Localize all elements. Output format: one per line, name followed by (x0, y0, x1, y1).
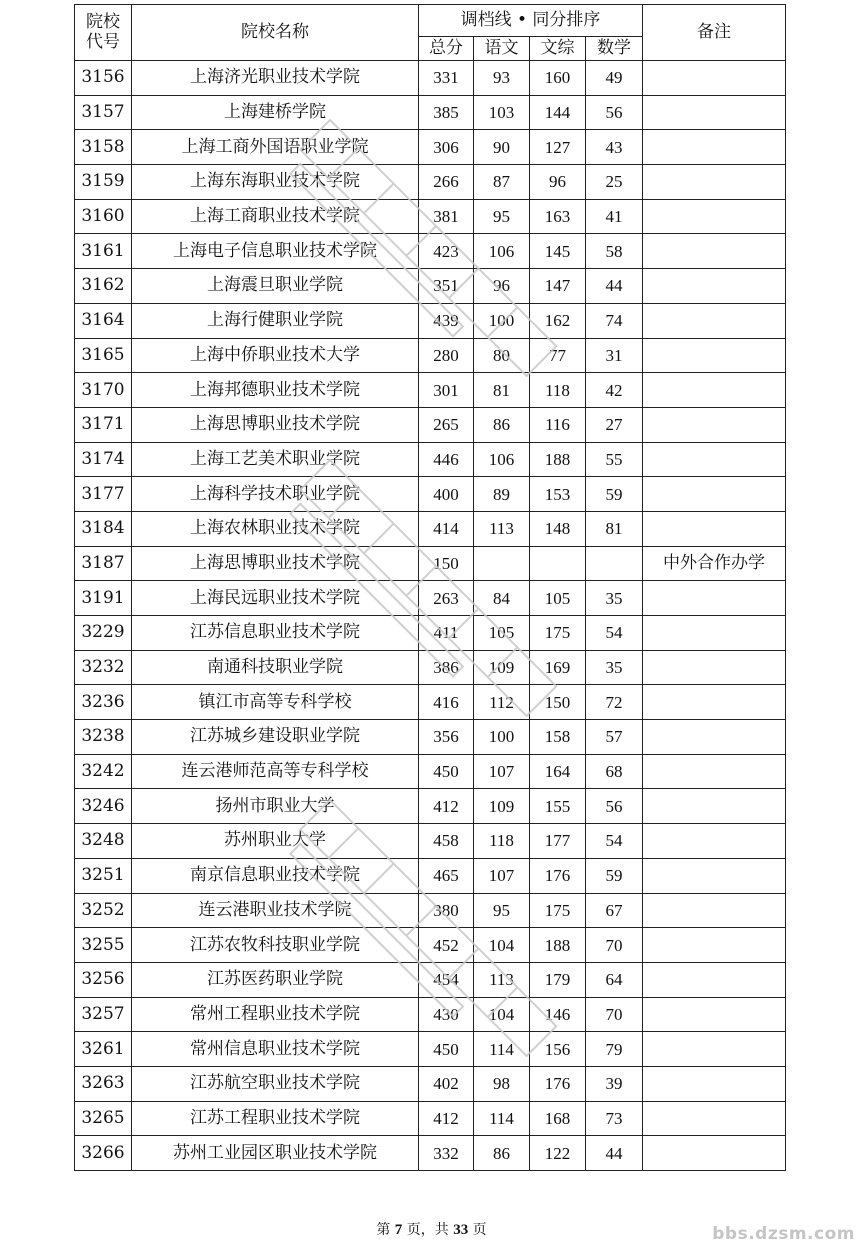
cell-school-name: 江苏农牧科技职业学院 (132, 928, 419, 963)
cell-school-name: 南京信息职业技术学院 (132, 858, 419, 893)
table-row (75, 650, 786, 685)
cell-total: 150 (419, 546, 474, 581)
cell-note (643, 789, 786, 824)
cell-code: 3162 (75, 269, 132, 304)
cell-math (586, 546, 643, 581)
cell-chinese: 109 (474, 650, 530, 685)
cell-wenzong (530, 546, 586, 581)
cell-school-name: 上海济光职业技术学院 (132, 61, 419, 96)
cell-math: 59 (586, 858, 643, 893)
table-row (75, 477, 786, 512)
table-row (75, 685, 786, 720)
header-chinese: 语文 (474, 37, 530, 61)
table-row (75, 61, 786, 96)
cell-math: 35 (586, 650, 643, 685)
cell-math: 58 (586, 234, 643, 269)
cell-math: 25 (586, 165, 643, 200)
cell-note (643, 442, 786, 477)
cell-note: 中外合作办学 (643, 546, 786, 581)
cell-code: 3232 (75, 650, 132, 685)
table-row (75, 581, 786, 616)
table-row (75, 858, 786, 893)
cell-math: 27 (586, 407, 643, 442)
cell-math: 73 (586, 1101, 643, 1136)
cell-math: 64 (586, 962, 643, 997)
table-row (75, 754, 786, 789)
cell-total: 381 (419, 199, 474, 234)
header-code (75, 5, 132, 61)
cell-wenzong: 156 (530, 1032, 586, 1067)
cell-school-name: 江苏医药职业学院 (132, 962, 419, 997)
cell-note (643, 511, 786, 546)
cell-wenzong: 116 (530, 407, 586, 442)
cell-code: 3191 (75, 581, 132, 616)
cell-chinese: 100 (474, 303, 530, 338)
cell-wenzong: 150 (530, 685, 586, 720)
cell-total: 414 (419, 511, 474, 546)
cell-school-name: 上海中侨职业技术大学 (132, 338, 419, 373)
cell-wenzong: 127 (530, 130, 586, 165)
cell-code: 3171 (75, 407, 132, 442)
cell-total: 301 (419, 373, 474, 408)
cell-total: 458 (419, 824, 474, 859)
cell-chinese: 81 (474, 373, 530, 408)
cell-note (643, 616, 786, 651)
cell-chinese: 86 (474, 407, 530, 442)
cell-school-name: 上海思博职业技术学院 (132, 407, 419, 442)
cell-code: 3157 (75, 95, 132, 130)
cell-code: 3255 (75, 928, 132, 963)
cell-school-name: 苏州职业大学 (132, 824, 419, 859)
cell-school-name: 上海工艺美术职业学院 (132, 442, 419, 477)
footer-middle: 页，共 (402, 1222, 454, 1238)
cell-chinese: 95 (474, 893, 530, 928)
cell-code: 3256 (75, 962, 132, 997)
cell-wenzong: 144 (530, 95, 586, 130)
cell-math: 42 (586, 373, 643, 408)
cell-chinese: 89 (474, 477, 530, 512)
cell-wenzong: 169 (530, 650, 586, 685)
cell-chinese: 93 (474, 61, 530, 96)
cell-total: 411 (419, 616, 474, 651)
cell-total: 280 (419, 338, 474, 373)
table-row (75, 789, 786, 824)
cell-chinese: 103 (474, 95, 530, 130)
cell-total: 386 (419, 650, 474, 685)
cell-note (643, 165, 786, 200)
cell-note (643, 754, 786, 789)
cell-school-name: 扬州市职业大学 (132, 789, 419, 824)
cell-note (643, 962, 786, 997)
cell-note (643, 858, 786, 893)
cell-code: 3161 (75, 234, 132, 269)
cell-school-name: 上海工商外国语职业学院 (132, 130, 419, 165)
cell-school-name: 江苏航空职业技术学院 (132, 1066, 419, 1101)
cell-wenzong: 168 (530, 1101, 586, 1136)
cell-math: 57 (586, 720, 643, 755)
cell-total: 412 (419, 1101, 474, 1136)
cell-code: 3165 (75, 338, 132, 373)
table-row (75, 962, 786, 997)
table-row (75, 373, 786, 408)
cell-school-name: 连云港职业技术学院 (132, 893, 419, 928)
cell-chinese: 100 (474, 720, 530, 755)
header-score-group: 调档线 • 同分排序 (419, 5, 643, 37)
cell-math: 67 (586, 893, 643, 928)
cell-chinese: 107 (474, 754, 530, 789)
table-header (75, 5, 786, 61)
cell-wenzong: 179 (530, 962, 586, 997)
table-row (75, 893, 786, 928)
cell-code: 3251 (75, 858, 132, 893)
cell-total: 465 (419, 858, 474, 893)
cell-school-name: 常州工程职业技术学院 (132, 997, 419, 1032)
cell-chinese: 104 (474, 928, 530, 963)
cell-math: 44 (586, 269, 643, 304)
header-note: 备注 (643, 5, 786, 61)
cell-code: 3266 (75, 1136, 132, 1171)
cell-math: 70 (586, 997, 643, 1032)
cell-chinese: 113 (474, 962, 530, 997)
cell-chinese: 104 (474, 997, 530, 1032)
cell-school-name: 上海科学技术职业学院 (132, 477, 419, 512)
cell-math: 54 (586, 824, 643, 859)
cell-wenzong: 177 (530, 824, 586, 859)
cell-school-name: 镇江市高等专科学校 (132, 685, 419, 720)
cell-chinese: 107 (474, 858, 530, 893)
cell-chinese: 96 (474, 269, 530, 304)
table-row (75, 407, 786, 442)
cell-note (643, 61, 786, 96)
table-row (75, 165, 786, 200)
cell-wenzong: 164 (530, 754, 586, 789)
cell-code: 3174 (75, 442, 132, 477)
cell-school-name: 常州信息职业技术学院 (132, 1032, 419, 1067)
cell-chinese: 90 (474, 130, 530, 165)
cell-code: 3158 (75, 130, 132, 165)
cell-school-name: 上海电子信息职业技术学院 (132, 234, 419, 269)
table-row (75, 199, 786, 234)
cell-code: 3265 (75, 1101, 132, 1136)
table-row (75, 442, 786, 477)
footer-page-number: 7 (394, 1222, 403, 1238)
table-row (75, 303, 786, 338)
cell-code: 3177 (75, 477, 132, 512)
cell-code: 3156 (75, 61, 132, 96)
cell-note (643, 824, 786, 859)
cell-chinese (474, 546, 530, 581)
cell-note (643, 581, 786, 616)
cell-wenzong: 147 (530, 269, 586, 304)
cell-wenzong: 176 (530, 858, 586, 893)
cell-code: 3238 (75, 720, 132, 755)
header-school-name: 院校名称 (132, 5, 419, 61)
cell-total: 454 (419, 962, 474, 997)
header-total: 总分 (419, 37, 474, 61)
admission-score-table (74, 4, 786, 1171)
cell-math: 70 (586, 928, 643, 963)
cell-note (643, 269, 786, 304)
cell-total: 450 (419, 754, 474, 789)
cell-wenzong: 155 (530, 789, 586, 824)
cell-total: 306 (419, 130, 474, 165)
cell-code: 3248 (75, 824, 132, 859)
cell-school-name: 上海工商职业技术学院 (132, 199, 419, 234)
cell-school-name: 上海行健职业学院 (132, 303, 419, 338)
cell-total: 380 (419, 893, 474, 928)
cell-school-name: 上海建桥学院 (132, 95, 419, 130)
cell-chinese: 112 (474, 685, 530, 720)
cell-total: 331 (419, 61, 474, 96)
cell-chinese: 98 (474, 1066, 530, 1101)
cell-chinese: 106 (474, 234, 530, 269)
cell-note (643, 720, 786, 755)
cell-note (643, 338, 786, 373)
cell-total: 430 (419, 997, 474, 1032)
cell-math: 56 (586, 95, 643, 130)
cell-total: 452 (419, 928, 474, 963)
cell-wenzong: 96 (530, 165, 586, 200)
cell-chinese: 113 (474, 511, 530, 546)
cell-total: 351 (419, 269, 474, 304)
cell-total: 332 (419, 1136, 474, 1171)
cell-code: 3236 (75, 685, 132, 720)
cell-chinese: 118 (474, 824, 530, 859)
cell-total: 265 (419, 407, 474, 442)
cell-note (643, 1032, 786, 1067)
cell-chinese: 109 (474, 789, 530, 824)
cell-total: 446 (419, 442, 474, 477)
cell-chinese: 80 (474, 338, 530, 373)
cell-code: 3164 (75, 303, 132, 338)
cell-note (643, 95, 786, 130)
cell-code: 3263 (75, 1066, 132, 1101)
cell-note (643, 893, 786, 928)
table-row (75, 1032, 786, 1067)
footer-prefix: 第 (376, 1222, 395, 1238)
cell-wenzong: 188 (530, 442, 586, 477)
cell-math: 56 (586, 789, 643, 824)
cell-school-name: 上海民远职业技术学院 (132, 581, 419, 616)
cell-code: 3257 (75, 997, 132, 1032)
header-wenzong: 文综 (530, 37, 586, 61)
cell-school-name: 苏州工业园区职业技术学院 (132, 1136, 419, 1171)
cell-math: 35 (586, 581, 643, 616)
cell-wenzong: 118 (530, 373, 586, 408)
cell-code: 3246 (75, 789, 132, 824)
header-code-line1: 院校 (86, 11, 120, 32)
cell-note (643, 477, 786, 512)
table-row (75, 130, 786, 165)
cell-chinese: 114 (474, 1032, 530, 1067)
table-row (75, 1101, 786, 1136)
cell-total: 450 (419, 1032, 474, 1067)
cell-total: 266 (419, 165, 474, 200)
cell-school-name: 上海邦德职业技术学院 (132, 373, 419, 408)
cell-math: 72 (586, 685, 643, 720)
cell-math: 44 (586, 1136, 643, 1171)
cell-note (643, 685, 786, 720)
cell-note (643, 1136, 786, 1171)
cell-note (643, 1101, 786, 1136)
cell-chinese: 114 (474, 1101, 530, 1136)
cell-wenzong: 122 (530, 1136, 586, 1171)
table-row (75, 824, 786, 859)
cell-school-name: 上海思博职业技术学院 (132, 546, 419, 581)
cell-math: 55 (586, 442, 643, 477)
cell-note (643, 407, 786, 442)
cell-total: 402 (419, 1066, 474, 1101)
cell-total: 400 (419, 477, 474, 512)
cell-note (643, 997, 786, 1032)
cell-total: 412 (419, 789, 474, 824)
cell-wenzong: 176 (530, 1066, 586, 1101)
table-row (75, 269, 786, 304)
cell-math: 54 (586, 616, 643, 651)
table-body (75, 61, 786, 1171)
table-row (75, 928, 786, 963)
cell-wenzong: 145 (530, 234, 586, 269)
cell-math: 41 (586, 199, 643, 234)
cell-total: 439 (419, 303, 474, 338)
cell-wenzong: 158 (530, 720, 586, 755)
cell-total: 263 (419, 581, 474, 616)
cell-note (643, 650, 786, 685)
cell-chinese: 106 (474, 442, 530, 477)
cell-math: 81 (586, 511, 643, 546)
table-row (75, 234, 786, 269)
cell-note (643, 928, 786, 963)
cell-note (643, 1066, 786, 1101)
table-row (75, 616, 786, 651)
cell-code: 3187 (75, 546, 132, 581)
table-row (75, 1136, 786, 1171)
cell-math: 39 (586, 1066, 643, 1101)
cell-math: 49 (586, 61, 643, 96)
cell-code: 3170 (75, 373, 132, 408)
table-row (75, 95, 786, 130)
cell-school-name: 上海震旦职业学院 (132, 269, 419, 304)
cell-math: 43 (586, 130, 643, 165)
cell-wenzong: 153 (530, 477, 586, 512)
cell-school-name: 南通科技职业学院 (132, 650, 419, 685)
cell-chinese: 86 (474, 1136, 530, 1171)
cell-math: 68 (586, 754, 643, 789)
cell-code: 3184 (75, 511, 132, 546)
cell-wenzong: 77 (530, 338, 586, 373)
cell-note (643, 130, 786, 165)
table-row (75, 546, 786, 581)
cell-total: 356 (419, 720, 474, 755)
cell-wenzong: 148 (530, 511, 586, 546)
cell-math: 74 (586, 303, 643, 338)
cell-code: 3252 (75, 893, 132, 928)
cell-code: 3261 (75, 1032, 132, 1067)
cell-wenzong: 175 (530, 893, 586, 928)
cell-code: 3229 (75, 616, 132, 651)
footer-total-pages: 33 (453, 1222, 469, 1238)
table-row (75, 338, 786, 373)
cell-wenzong: 105 (530, 581, 586, 616)
cell-note (643, 373, 786, 408)
cell-total: 385 (419, 95, 474, 130)
cell-chinese: 95 (474, 199, 530, 234)
cell-school-name: 连云港师范高等专科学校 (132, 754, 419, 789)
cell-code: 3242 (75, 754, 132, 789)
cell-school-name: 上海东海职业技术学院 (132, 165, 419, 200)
cell-math: 59 (586, 477, 643, 512)
cell-wenzong: 162 (530, 303, 586, 338)
table-row (75, 997, 786, 1032)
cell-school-name: 江苏城乡建设职业学院 (132, 720, 419, 755)
cell-total: 423 (419, 234, 474, 269)
cell-wenzong: 188 (530, 928, 586, 963)
cell-note (643, 199, 786, 234)
site-watermark: bbs.dzsm.com (712, 1224, 855, 1244)
footer-suffix: 页 (468, 1222, 487, 1238)
cell-school-name: 江苏工程职业技术学院 (132, 1101, 419, 1136)
cell-wenzong: 160 (530, 61, 586, 96)
cell-wenzong: 175 (530, 616, 586, 651)
cell-total: 416 (419, 685, 474, 720)
cell-code: 3160 (75, 199, 132, 234)
cell-wenzong: 146 (530, 997, 586, 1032)
table-row (75, 1066, 786, 1101)
cell-chinese: 84 (474, 581, 530, 616)
cell-wenzong: 163 (530, 199, 586, 234)
header-code-line2: 代号 (86, 31, 120, 52)
cell-chinese: 105 (474, 616, 530, 651)
table-row (75, 720, 786, 755)
cell-school-name: 江苏信息职业技术学院 (132, 616, 419, 651)
cell-chinese: 87 (474, 165, 530, 200)
cell-note (643, 303, 786, 338)
cell-code: 3159 (75, 165, 132, 200)
cell-school-name: 上海农林职业技术学院 (132, 511, 419, 546)
table-row (75, 511, 786, 546)
cell-math: 79 (586, 1032, 643, 1067)
cell-note (643, 234, 786, 269)
header-math: 数学 (586, 37, 643, 61)
cell-math: 31 (586, 338, 643, 373)
